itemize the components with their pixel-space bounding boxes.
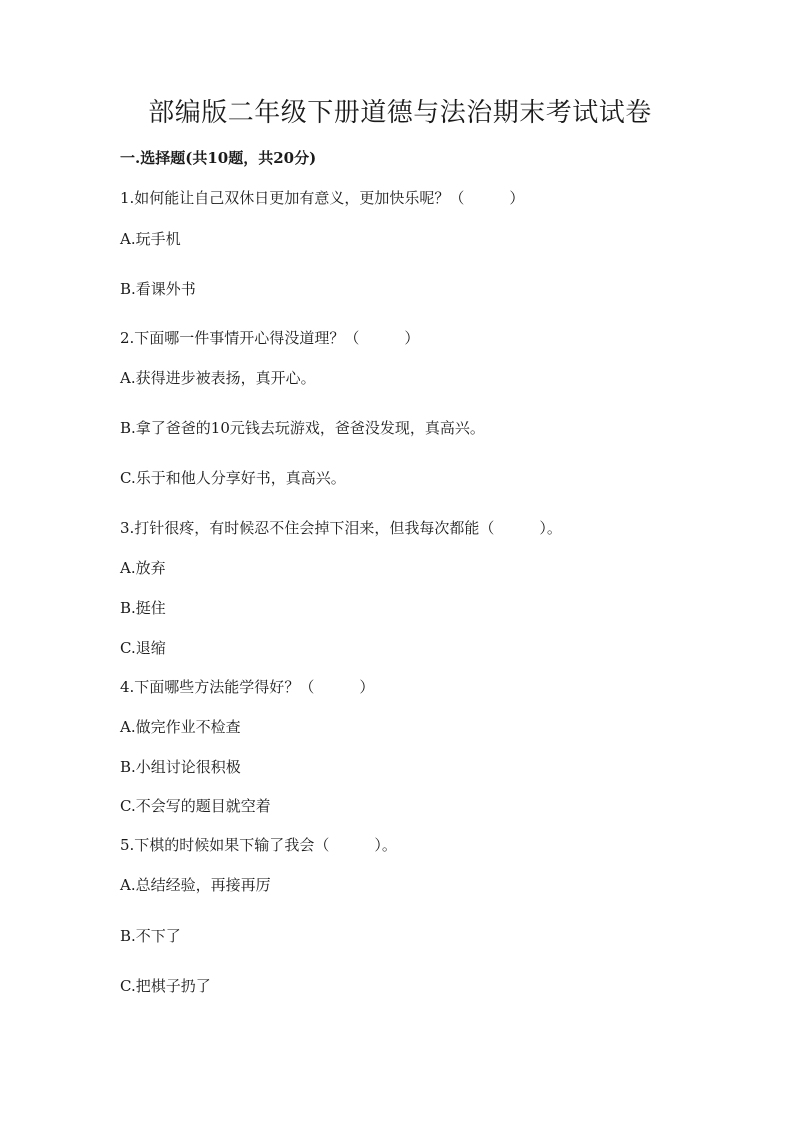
question-1-option-b: B.看课外书 <box>120 280 196 298</box>
question-stem-5: 5.下棋的时候如果下输了我会（ ）。 <box>120 836 397 854</box>
question-1-option-a: A.玩手机 <box>120 230 181 248</box>
question-3-option-b: B.挺住 <box>120 599 166 617</box>
question-5-option-b: B.不下了 <box>120 927 181 945</box>
question-5-option-a: A.总结经验，再接再厉 <box>120 876 271 894</box>
page-title: 部编版二年级下册道德与法治期末考试试卷 <box>148 98 652 128</box>
question-2-option-a: A.获得进步被表扬，真开心。 <box>120 369 316 387</box>
question-stem-4: 4.下面哪些方法能学得好？（ ） <box>120 678 375 696</box>
question-2-option-b: B.拿了爸爸的10元钱去玩游戏，爸爸没发现，真高兴。 <box>120 419 485 437</box>
question-stem-2: 2.下面哪一件事情开心得没道理？（ ） <box>120 329 420 347</box>
question-stem-1: 1.如何能让自己双休日更加有意义，更加快乐呢？（ ） <box>120 189 525 207</box>
question-4-option-b: B.小组讨论很积极 <box>120 758 241 776</box>
question-4-option-c: C.不会写的题目就空着 <box>120 797 271 815</box>
question-4-option-a: A.做完作业不检查 <box>120 718 241 736</box>
question-3-option-c: C.退缩 <box>120 639 166 657</box>
question-stem-3: 3.打针很疼，有时候忍不住会掉下泪来，但我每次都能（ ）。 <box>120 519 562 537</box>
question-2-option-c: C.乐于和他人分享好书，真高兴。 <box>120 469 346 487</box>
question-3-option-a: A.放弃 <box>120 559 166 577</box>
section-heading: 一.选择题(共10题，共20分) <box>120 149 317 167</box>
question-5-option-c: C.把棋子扔了 <box>120 977 211 995</box>
